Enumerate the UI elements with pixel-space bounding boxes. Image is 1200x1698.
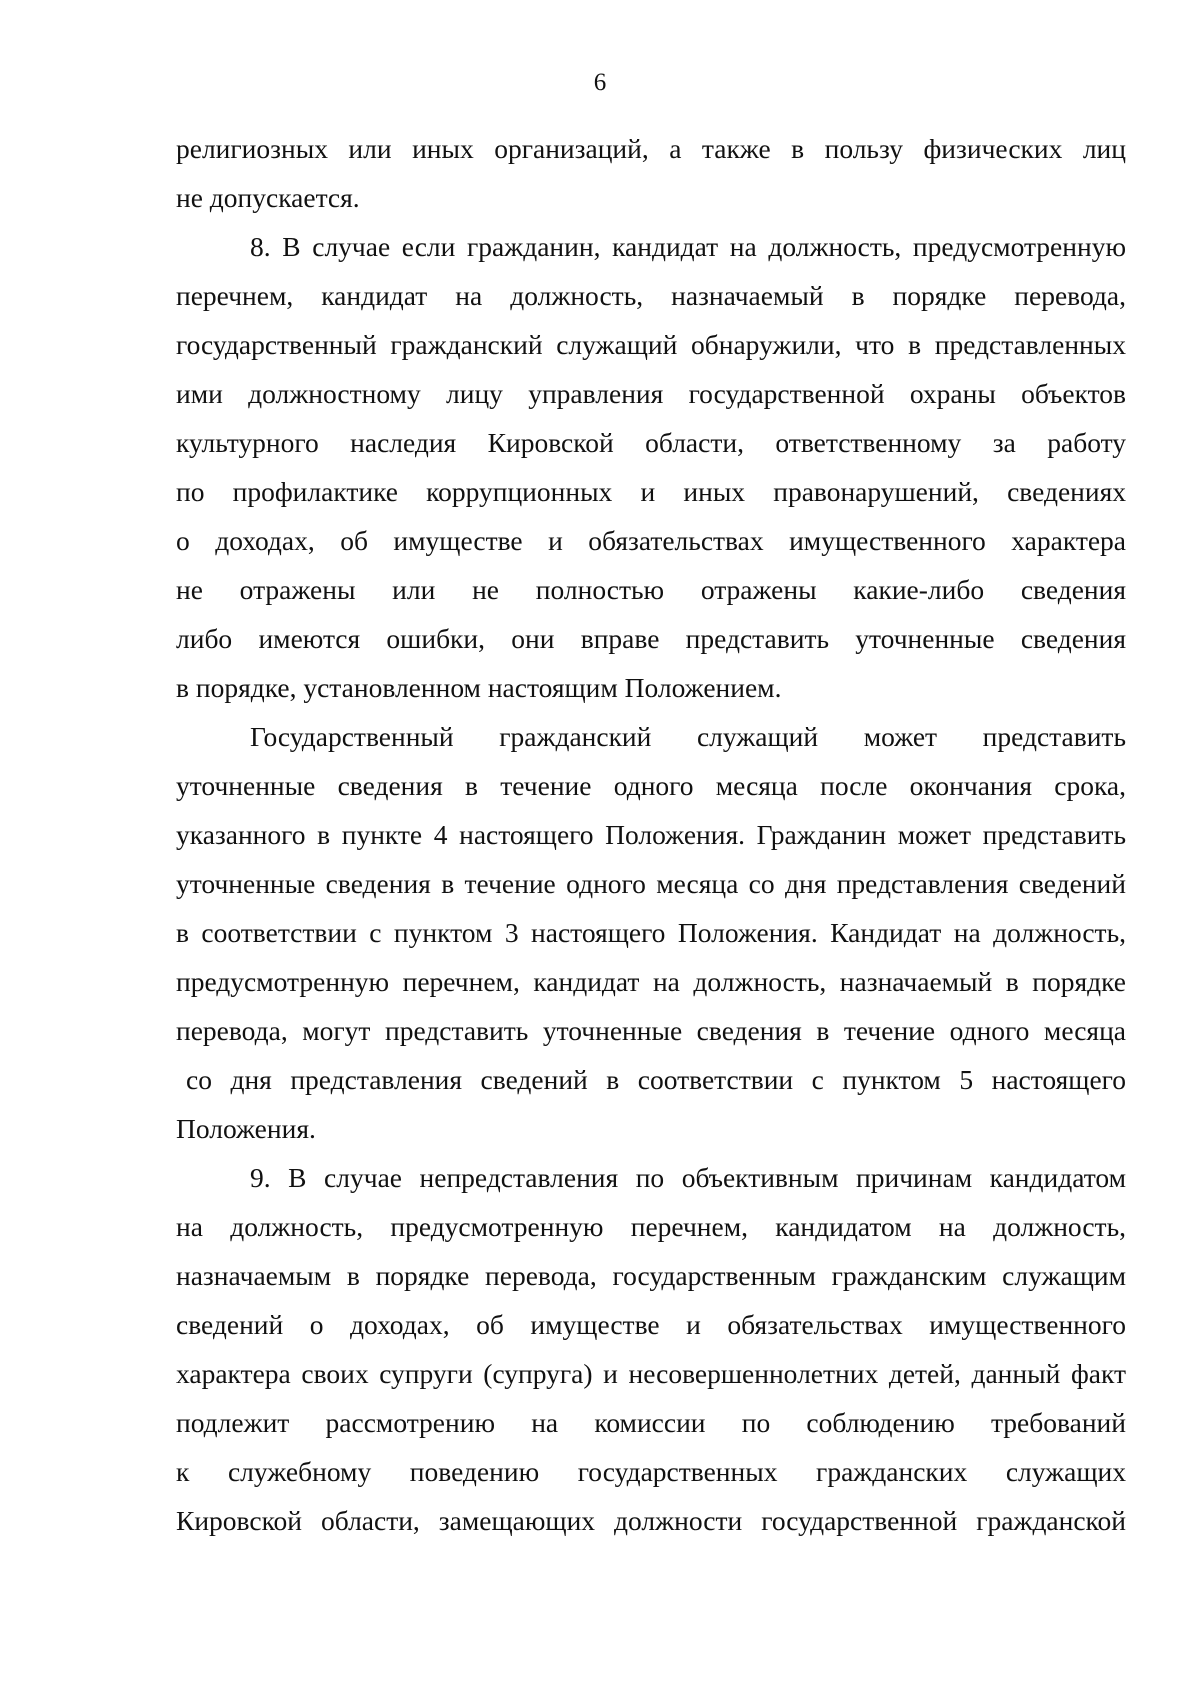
paragraph-continuation: [176, 124, 1126, 222]
text-line: уточненные сведения в течение одного месяца со дня представления сведений: [176, 868, 1126, 899]
text-line: на должность, предусмотренную перечнем, кандидатом на должность,: [176, 1211, 1126, 1242]
text-line: 8. В случае если гражданин, кандидат на должность, предусмотренную: [250, 231, 1126, 262]
text-line: по профилактике коррупционных и иных правонарушений, сведениях: [176, 476, 1126, 507]
text-line: перечнем, кандидат на должность, назначаемый в порядке перевода,: [176, 280, 1126, 311]
text-line: перевода, могут представить уточненные сведения в течение одного месяца: [176, 1015, 1126, 1046]
text-line: Положения.: [176, 1113, 316, 1144]
text-line: не допускается.: [176, 182, 360, 213]
text-line: характера своих супруги (супруга) и несовершеннолетних детей, данный факт: [176, 1358, 1126, 1389]
text-line: в соответствии с пунктом 3 настоящего Положения. Кандидат на должность,: [176, 917, 1126, 948]
text-line: указанного в пункте 4 настоящего Положения. Гражданин может представить: [176, 819, 1126, 850]
text-line: не отражены или не полностью отражены какие-либо сведения: [176, 574, 1126, 605]
page-number: 6: [593, 69, 607, 96]
text-line: религиозных или иных организаций, а также в пользу физических лиц: [176, 133, 1126, 164]
text-line: к служебному поведению государственных гражданских служащих: [176, 1456, 1126, 1487]
paragraph-item-8: [176, 222, 1126, 712]
text-line: Государственный гражданский служащий может представить: [250, 721, 1126, 752]
text-line: подлежит рассмотрению на комиссии по соблюдению требований: [176, 1407, 1126, 1438]
paragraph-item-9: [176, 1153, 1126, 1545]
text-line: предусмотренную перечнем, кандидат на должность, назначаемый в порядке: [176, 966, 1126, 997]
text-line: ими должностному лицу управления государственной охраны объектов: [176, 378, 1126, 409]
text-line: сведений о доходах, об имуществе и обязательствах имущественного: [176, 1309, 1126, 1340]
paragraph-item-8-continued: [176, 712, 1126, 1153]
text-line: со дня представления сведений в соответствии с пунктом 5 настоящего: [186, 1064, 1126, 1095]
text-line: культурного наследия Кировской области, ответственному за работу: [176, 427, 1126, 458]
text-line: о доходах, об имуществе и обязательствах имущественного характера: [176, 525, 1126, 556]
text-line: либо имеются ошибки, они вправе представить уточненные сведения: [176, 623, 1126, 654]
text-line: государственный гражданский служащий обнаружили, что в представленных: [176, 329, 1126, 360]
text-line: назначаемым в порядке перевода, государственным гражданским служащим: [176, 1260, 1126, 1291]
text-line: уточненные сведения в течение одного месяца после окончания срока,: [176, 770, 1126, 801]
text-line: 9. В случае непредставления по объективным причинам кандидатом: [250, 1162, 1126, 1193]
document-body: [176, 124, 1126, 1545]
text-line: в порядке, установленном настоящим Положением.: [176, 672, 782, 703]
text-line: Кировской области, замещающих должности государственной гражданской: [176, 1505, 1126, 1536]
